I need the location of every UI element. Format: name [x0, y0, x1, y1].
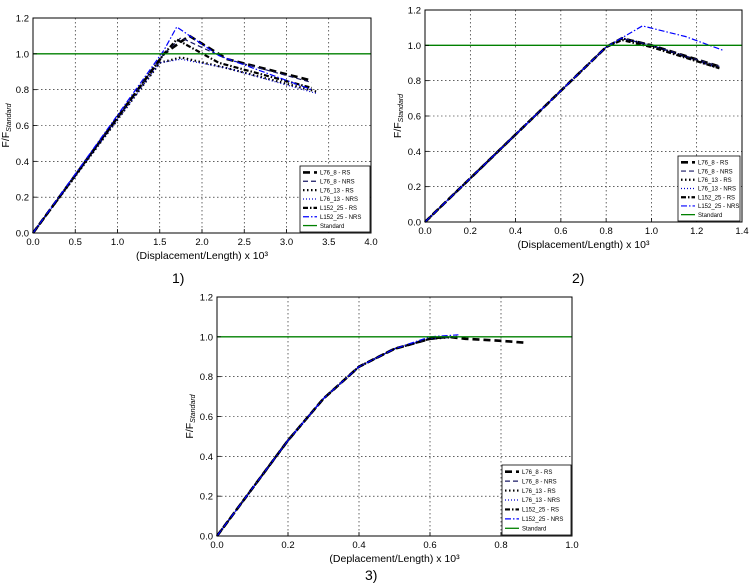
x-tick-label-1-8: 4.0 [364, 237, 378, 248]
x-tick-label-2-0: 0.0 [418, 226, 432, 237]
legend-label-2-1: L76_8 - NRS [698, 169, 733, 176]
chart-panel-2 [392, 6, 749, 252]
y-tick-label-2-3: 0.6 [407, 111, 421, 123]
x-tick-label-1-3: 1.5 [153, 237, 167, 248]
panel-label-1: 1) [172, 270, 185, 286]
x-tick-label-1-0: 0.0 [26, 237, 40, 248]
y-tick-label-1-4: 0.8 [15, 85, 29, 97]
x-tick-label-1-1: 0.5 [68, 237, 82, 248]
y-tick-label-1-6: 1.2 [15, 13, 29, 25]
y-axis-label-2: F/FStandard [392, 93, 405, 139]
x-tick-label-1-5: 2.5 [237, 237, 251, 248]
series-line-3-5 [217, 335, 458, 536]
x-tick-label-1-6: 3.0 [279, 237, 294, 248]
y-axis-label-1: F/FStandard [0, 103, 13, 148]
legend-label-3-0: L76_8 - RS [522, 469, 553, 476]
y-tick-label-3-6: 1.2 [199, 292, 213, 304]
x-axis-label-2: (Displacement/Length) x 10³ [517, 239, 650, 251]
y-tick-label-3-3: 0.6 [199, 412, 213, 423]
legend-label-2-2: L76_13 - RS [698, 177, 732, 184]
x-tick-label-2-7: 1.4 [735, 226, 749, 237]
y-tick-label-3-4: 0.8 [199, 372, 213, 384]
panel-label-3: 3) [365, 567, 378, 583]
legend-label-1-4: L152_25 - RS [320, 206, 358, 213]
x-tick-label-2-4: 0.8 [599, 226, 613, 237]
legend-label-3-5: L152_25 - NRS [522, 517, 564, 524]
legend-label-1-1: L76_8 - NRS [320, 179, 355, 186]
y-tick-label-2-4: 0.8 [407, 76, 421, 88]
x-tick-label-3-3: 0.6 [423, 540, 437, 551]
series-line-3-2 [217, 337, 458, 536]
panel-label-2: 2) [572, 270, 585, 286]
series-line-2-0 [425, 38, 719, 222]
series-line-3-1 [217, 337, 458, 536]
series-line-3-0 [217, 337, 526, 536]
y-tick-label-3-0: 0.0 [199, 531, 213, 543]
y-tick-label-3-5: 1.0 [199, 332, 213, 344]
x-tick-label-1-4: 2.0 [195, 237, 209, 248]
x-axis-label-3: (Deplacement/Length) x 10³ [329, 553, 460, 565]
x-tick-label-2-6: 1.2 [690, 226, 704, 237]
x-axis-label-1: (Displacement/Length) x 10³ [136, 250, 268, 262]
series-line-1-0 [33, 36, 312, 233]
series-line-2-1 [425, 38, 719, 222]
legend-label-1-2: L76_13 - RS [320, 188, 354, 195]
series-line-2-3 [425, 38, 719, 222]
x-tick-label-3-4: 0.8 [494, 540, 508, 551]
legend-3 [502, 465, 571, 535]
chart-panel-1 [0, 14, 378, 263]
y-tick-label-1-5: 1.0 [15, 49, 29, 61]
legend-label-1-6: Standard [320, 223, 345, 230]
x-tick-label-3-2: 0.4 [352, 540, 366, 551]
legend-label-2-0: L76_8 - RS [698, 160, 729, 167]
x-tick-label-2-2: 0.4 [508, 226, 523, 237]
y-tick-label-3-2: 0.4 [199, 451, 213, 463]
legend-label-2-6: Standard [698, 212, 723, 219]
legend-label-3-6: Standard [522, 526, 547, 533]
y-tick-label-1-2: 0.4 [15, 156, 29, 168]
x-tick-label-2-5: 1.0 [644, 226, 659, 237]
x-tick-label-2-1: 0.2 [463, 226, 477, 237]
legend-label-2-4: L152_25 - RS [698, 195, 736, 202]
legend-label-2-3: L76_13 - NRS [698, 186, 737, 193]
series-line-1-4 [33, 40, 312, 234]
y-tick-label-2-2: 0.4 [407, 146, 421, 158]
legend-label-1-3: L76_13 - NRS [320, 197, 359, 204]
legend-label-1-5: L152_25 - NRS [320, 214, 362, 221]
chart-panel-3 [184, 293, 579, 566]
y-tick-label-1-3: 0.6 [15, 121, 29, 132]
x-tick-label-2-3: 0.6 [554, 226, 568, 237]
legend-label-3-1: L76_8 - NRS [522, 479, 557, 486]
legend-label-2-5: L152_25 - NRS [698, 204, 740, 211]
y-tick-label-2-6: 1.2 [407, 5, 421, 17]
legend-2 [678, 156, 740, 221]
series-line-1-5 [33, 27, 312, 233]
series-line-3-3 [217, 337, 458, 536]
x-tick-label-1-7: 3.5 [322, 237, 336, 248]
y-tick-label-2-1: 0.2 [407, 182, 421, 194]
legend-1 [300, 166, 370, 232]
x-tick-label-3-1: 0.2 [281, 540, 295, 551]
y-tick-label-1-0: 0.0 [15, 228, 29, 240]
y-axis-label-3: F/FStandard [184, 394, 197, 439]
series-line-2-2 [425, 38, 719, 222]
series-line-1-1 [33, 38, 312, 233]
legend-label-3-4: L152_25 - RS [522, 507, 560, 514]
series-line-2-4 [425, 40, 719, 222]
y-tick-label-3-1: 0.2 [199, 491, 213, 503]
x-tick-label-3-5: 1.0 [565, 540, 579, 551]
y-tick-label-2-5: 1.0 [407, 40, 421, 52]
series-line-3-4 [217, 337, 448, 536]
y-tick-label-1-1: 0.2 [15, 192, 29, 204]
y-tick-label-2-0: 0.0 [407, 217, 421, 229]
legend-label-3-3: L76_13 - NRS [522, 498, 561, 505]
x-tick-label-3-0: 0.0 [210, 540, 224, 551]
x-tick-label-1-2: 1.0 [110, 237, 125, 248]
legend-label-3-2: L76_13 - RS [522, 488, 556, 495]
legend-label-1-0: L76_8 - RS [320, 170, 351, 177]
